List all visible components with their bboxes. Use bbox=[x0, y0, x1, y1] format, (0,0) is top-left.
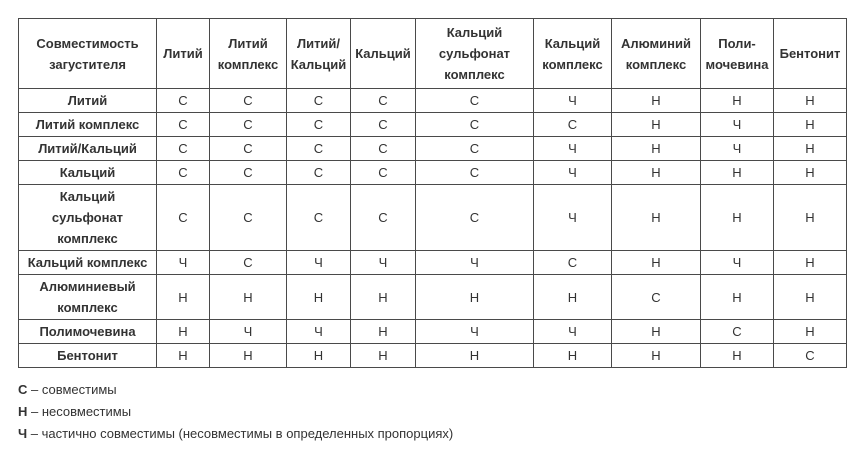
table-cell: Н bbox=[701, 185, 774, 251]
column-header-text: Бентонит bbox=[779, 46, 841, 61]
table-cell: Н bbox=[612, 320, 701, 344]
table-row bbox=[19, 185, 847, 251]
table-cell: Н bbox=[774, 251, 847, 275]
legend-item-incompatible bbox=[18, 403, 131, 421]
corner-header bbox=[19, 19, 157, 89]
column-header bbox=[210, 19, 287, 89]
legend-text: – несовместимы bbox=[27, 404, 132, 419]
table-row bbox=[19, 137, 847, 161]
table-row bbox=[19, 89, 847, 113]
table-row bbox=[19, 344, 847, 368]
table-cell: Ч bbox=[701, 113, 774, 137]
column-header bbox=[701, 19, 774, 89]
table-cell: С bbox=[351, 137, 416, 161]
table-cell: С bbox=[416, 113, 534, 137]
table-cell: С bbox=[534, 251, 612, 275]
column-header-text: Поли-мочевина bbox=[705, 35, 769, 72]
table-cell: С bbox=[287, 185, 351, 251]
table-cell: С bbox=[287, 161, 351, 185]
column-header-text: Литий bbox=[163, 46, 203, 61]
table-row bbox=[19, 251, 847, 275]
table-cell: Н bbox=[612, 89, 701, 113]
table-cell: Н bbox=[612, 161, 701, 185]
table-cell: Н bbox=[157, 275, 210, 320]
table-cell: Ч bbox=[534, 185, 612, 251]
row-header: Литий/Кальций bbox=[19, 137, 157, 161]
row-header: Бентонит bbox=[19, 344, 157, 368]
column-header-text: Алюминий комплекс bbox=[620, 35, 692, 72]
table-cell: Н bbox=[351, 275, 416, 320]
corner-header-text: Совместимость загустителя bbox=[36, 35, 139, 72]
table-cell: Ч bbox=[534, 161, 612, 185]
column-header bbox=[612, 19, 701, 89]
table-cell: С bbox=[157, 89, 210, 113]
table-cell: С bbox=[534, 113, 612, 137]
table-cell: С bbox=[210, 137, 287, 161]
row-header: Кальций bbox=[19, 161, 157, 185]
table-cell: С bbox=[210, 113, 287, 137]
table-cell: Н bbox=[416, 275, 534, 320]
table-cell: Н bbox=[351, 320, 416, 344]
column-header bbox=[287, 19, 351, 89]
table-cell: Ч bbox=[351, 251, 416, 275]
table-cell: Н bbox=[157, 320, 210, 344]
table-cell: Н bbox=[774, 185, 847, 251]
table-cell: Ч bbox=[287, 320, 351, 344]
table-cell: С bbox=[210, 161, 287, 185]
compatibility-table bbox=[18, 18, 847, 368]
table-cell: Н bbox=[351, 344, 416, 368]
table-cell: Ч bbox=[534, 137, 612, 161]
table-row bbox=[19, 161, 847, 185]
table-cell: С bbox=[351, 113, 416, 137]
column-header-text: Кальций комплекс bbox=[542, 35, 603, 72]
table-cell: С bbox=[210, 251, 287, 275]
table-cell: С bbox=[416, 137, 534, 161]
table-cell: Н bbox=[287, 344, 351, 368]
table-cell: Ч bbox=[701, 251, 774, 275]
table-cell: Н bbox=[774, 320, 847, 344]
table-cell: С bbox=[416, 89, 534, 113]
table-cell: С bbox=[210, 185, 287, 251]
table-cell: Н bbox=[701, 89, 774, 113]
table-cell: С bbox=[157, 185, 210, 251]
table-cell: Н bbox=[534, 275, 612, 320]
table-cell: С bbox=[157, 137, 210, 161]
table-cell: Н bbox=[774, 137, 847, 161]
table-cell: Н bbox=[701, 344, 774, 368]
column-header bbox=[774, 19, 847, 89]
legend-key: Н bbox=[18, 404, 28, 419]
column-header bbox=[416, 19, 534, 89]
legend-text: – совместимы bbox=[27, 382, 117, 397]
table-cell: Ч bbox=[287, 251, 351, 275]
column-header-text: Кальций сульфонат комплекс bbox=[438, 25, 511, 82]
table-cell: С bbox=[416, 185, 534, 251]
column-header bbox=[351, 19, 416, 89]
table-cell: С bbox=[287, 137, 351, 161]
legend-item-partial bbox=[18, 425, 453, 443]
table-cell: Ч bbox=[416, 320, 534, 344]
table-cell: Ч bbox=[416, 251, 534, 275]
row-header: Алюминиевый комплекс bbox=[19, 275, 157, 320]
legend-key: Ч bbox=[18, 426, 28, 441]
table-cell: Н bbox=[612, 185, 701, 251]
legend-item-compatible bbox=[18, 381, 117, 399]
row-header: Литий комплекс bbox=[19, 113, 157, 137]
table-cell: Ч bbox=[534, 320, 612, 344]
table-cell: Н bbox=[612, 251, 701, 275]
table-cell: Н bbox=[287, 275, 351, 320]
table-cell: Н bbox=[612, 344, 701, 368]
table-cell: Н bbox=[774, 161, 847, 185]
table-cell: Н bbox=[612, 113, 701, 137]
table-row bbox=[19, 320, 847, 344]
table-cell: С bbox=[351, 161, 416, 185]
column-header bbox=[157, 19, 210, 89]
row-header: Кальций комплекс bbox=[19, 251, 157, 275]
table-row bbox=[19, 275, 847, 320]
table-cell: С bbox=[701, 320, 774, 344]
table-cell: Н bbox=[701, 275, 774, 320]
table-cell: Н bbox=[210, 275, 287, 320]
table-cell: Н bbox=[157, 344, 210, 368]
table-cell: Н bbox=[701, 161, 774, 185]
legend-text: – частично совместимы (несовместимы в определенных пропорциях) bbox=[27, 426, 454, 441]
row-header: Кальций сульфонат комплекс bbox=[19, 185, 157, 251]
table-cell: Н bbox=[534, 344, 612, 368]
table-cell: Ч bbox=[210, 320, 287, 344]
legend-key: С bbox=[18, 382, 28, 397]
table-cell: С bbox=[157, 113, 210, 137]
column-header-text: Литий/ Кальций bbox=[290, 35, 347, 72]
column-header bbox=[534, 19, 612, 89]
table-cell: Ч bbox=[701, 137, 774, 161]
table-cell: С bbox=[287, 89, 351, 113]
table-cell: Н bbox=[774, 113, 847, 137]
table-cell: С bbox=[157, 161, 210, 185]
table-cell: С bbox=[612, 275, 701, 320]
table-cell: Н bbox=[774, 275, 847, 320]
table-cell: С bbox=[416, 161, 534, 185]
row-header: Литий bbox=[19, 89, 157, 113]
table-cell: Н bbox=[416, 344, 534, 368]
column-header-text: Литий комплекс bbox=[217, 35, 279, 72]
table-cell: Н bbox=[612, 137, 701, 161]
table-cell: Ч bbox=[157, 251, 210, 275]
table-cell: Н bbox=[774, 89, 847, 113]
table-cell: С bbox=[210, 89, 287, 113]
table-cell: Н bbox=[210, 344, 287, 368]
table-cell: С bbox=[774, 344, 847, 368]
table-cell: С bbox=[287, 113, 351, 137]
table-header-row bbox=[19, 19, 847, 89]
table-cell: С bbox=[351, 89, 416, 113]
table-cell: Ч bbox=[534, 89, 612, 113]
table-cell: С bbox=[351, 185, 416, 251]
column-header-text: Кальций bbox=[355, 46, 411, 61]
row-header: Полимочевина bbox=[19, 320, 157, 344]
table-row bbox=[19, 113, 847, 137]
